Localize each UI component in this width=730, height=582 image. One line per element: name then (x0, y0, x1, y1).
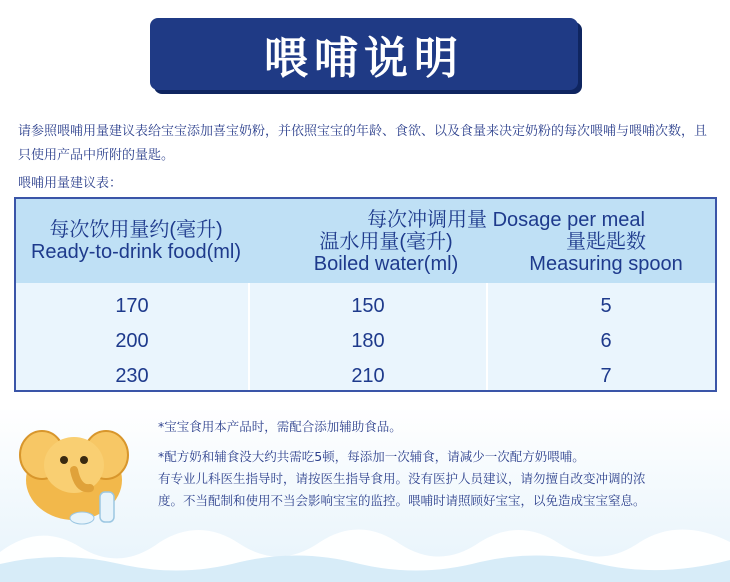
feeding-notes (158, 416, 718, 512)
col-spoon-header-en: Measuring spoon (529, 253, 683, 275)
cell-water: 180 (351, 330, 385, 352)
col-water-header (266, 231, 506, 275)
dosage-group-header: 每次冲调用量 Dosage per meal (367, 209, 645, 231)
cell-spoons: 7 (600, 365, 612, 387)
cell-food: 170 (115, 295, 149, 317)
col-water-header-en: Boiled water(ml) (313, 253, 459, 275)
decorative-wave (0, 512, 730, 582)
table-label: 喂哺用量建议表： (18, 176, 123, 191)
cell-spoons: 5 (600, 295, 612, 317)
col-food-header (16, 199, 256, 283)
col-food-header-en: Ready-to-drink food(ml) (30, 241, 242, 263)
cell-water: 150 (351, 295, 385, 317)
intro-text: 请参照喂哺用量建议表给宝宝添加喜宝奶粉，并依照宝宝的年龄、食欲、以及食量来决定奶粉的每次喂哺与喂哺次数，且只使用产品中所附的量匙。 (18, 124, 708, 163)
cell-food: 200 (115, 330, 149, 352)
page-title: 喂哺说明 (150, 18, 578, 90)
col-spoon-header-cn: 量匙匙数 (566, 231, 646, 253)
table-header (16, 199, 715, 283)
cell-food: 230 (115, 365, 149, 387)
col-food-header-cn: 每次饮用量约(毫升) (49, 219, 223, 241)
cell-spoons: 6 (600, 330, 612, 352)
cell-water: 210 (351, 365, 385, 387)
note-line: *宝宝食用本产品时，需配合添加辅助食品。 (158, 419, 402, 434)
col-water-header-cn: 温水用量(毫升) (319, 231, 453, 253)
note-line: *配方奶和辅食没大约共需吃5顿，每添加一次辅食，请减少一次配方奶喂哺。 (158, 449, 585, 464)
note-line: 度。不当配制和使用不当会影响宝宝的监控。喂哺时请照顾好宝宝，以免造成宝宝窒息。 (158, 493, 646, 508)
col-spoon-header (486, 231, 726, 275)
note-line: 有专业儿科医生指导时，请按医生指导食用。没有医护人员建议，请勿擅自改变冲调的浓 (158, 471, 646, 486)
feeding-table (14, 197, 717, 392)
